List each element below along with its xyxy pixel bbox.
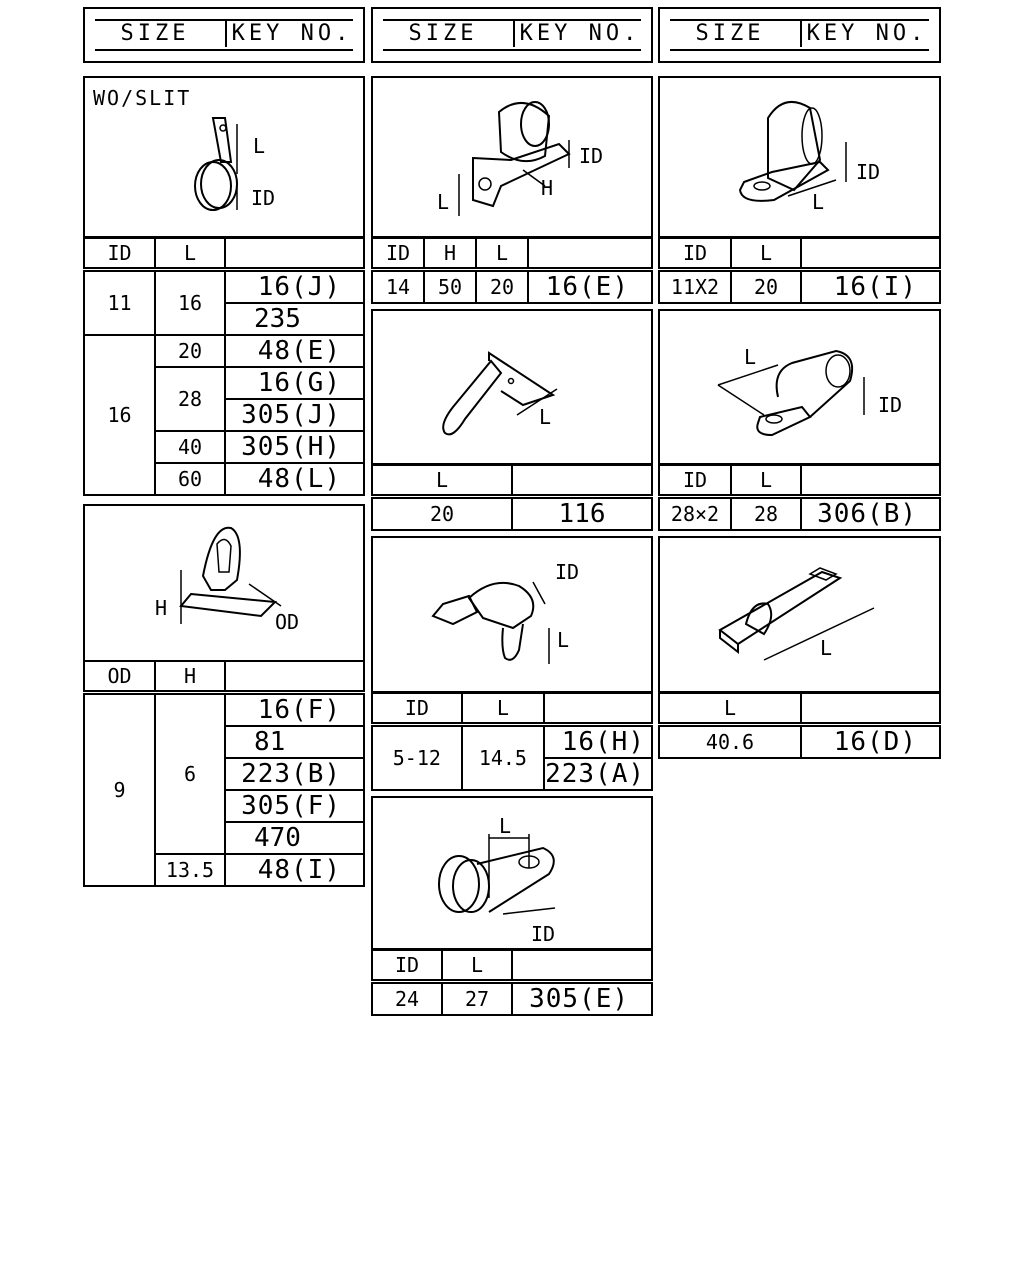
cell-h: 6 <box>155 692 225 854</box>
cell-l: 20 <box>372 496 512 530</box>
dim-l: L <box>820 636 833 660</box>
col-l: L <box>731 238 801 269</box>
clamp-figure-4 <box>371 309 653 465</box>
clamp-table-4 <box>371 464 653 531</box>
cell-key: 223(A) <box>544 758 652 790</box>
cell-key: 16(F) <box>225 692 364 726</box>
loop-clamp-drawing <box>373 798 653 950</box>
cell-id: 16 <box>84 335 155 495</box>
cell-key: 223(B) <box>225 758 364 790</box>
dim-id: ID <box>555 560 580 584</box>
cell-key: 305(J) <box>225 399 364 431</box>
dim-l: L <box>557 628 570 652</box>
clamp-figure-7 <box>658 76 941 238</box>
header-col2 <box>371 7 653 63</box>
dim-l: L <box>253 134 266 158</box>
col-h: H <box>424 238 476 269</box>
col-key <box>801 465 940 496</box>
cell-key: 235 <box>225 303 364 335</box>
cell-l: 27 <box>442 981 512 1015</box>
header-size: SIZE <box>695 21 765 46</box>
cell-id: 24 <box>372 981 442 1015</box>
dim-l: L <box>744 345 757 369</box>
col-key <box>544 693 652 724</box>
clamp-table-2 <box>83 660 365 887</box>
col-id: ID <box>372 693 462 724</box>
col-id: ID <box>659 238 731 269</box>
header-col3 <box>658 7 941 63</box>
cell-h: 50 <box>424 269 476 303</box>
header-size: SIZE <box>408 21 478 46</box>
double-clamp-drawing <box>660 311 941 465</box>
dim-id: ID <box>856 160 881 184</box>
clamp-figure-8 <box>658 309 941 465</box>
cell-l: 20 <box>731 269 801 303</box>
col-h: H <box>155 661 225 692</box>
dim-l: L <box>812 190 825 214</box>
dim-id: ID <box>251 186 276 210</box>
cell-key: 306(B) <box>801 496 940 530</box>
cell-key: 16(H) <box>544 724 652 758</box>
cell-id: 14 <box>372 269 424 303</box>
col-id: ID <box>372 238 424 269</box>
cell-id: 11X2 <box>659 269 731 303</box>
clamp-table-8 <box>658 464 941 531</box>
cell-od: 9 <box>84 692 155 886</box>
dim-id: ID <box>878 393 903 417</box>
cell-key: 305(H) <box>225 431 364 463</box>
pin-clamp-drawing <box>373 538 653 693</box>
col-l: L <box>155 238 225 269</box>
col-id: ID <box>659 465 731 496</box>
dim-l: L <box>499 814 512 838</box>
cell-l: 20 <box>476 269 528 303</box>
col-id: ID <box>84 238 155 269</box>
col-key <box>528 238 652 269</box>
clip-drawing <box>85 506 365 662</box>
cell-key: 16(D) <box>801 724 940 758</box>
clamp-table-7 <box>658 237 941 304</box>
header-key-no: KEY NO. <box>806 21 928 46</box>
cell-key: 16(J) <box>225 269 364 303</box>
cell-key: 305(E) <box>512 981 652 1015</box>
col-l: L <box>659 693 801 724</box>
cell-l: 14.5 <box>462 724 544 790</box>
col-key <box>512 465 652 496</box>
col-key <box>801 238 940 269</box>
col-l: L <box>442 950 512 981</box>
col-key <box>225 661 364 692</box>
col-key <box>801 693 940 724</box>
col-l: L <box>476 238 528 269</box>
cell-key: 81 <box>225 726 364 758</box>
cell-key: 16(E) <box>528 269 652 303</box>
dim-h: H <box>541 176 554 200</box>
header-size: SIZE <box>120 21 190 46</box>
col-key <box>225 238 364 269</box>
cell-l: 28 <box>731 496 801 530</box>
col-od: OD <box>84 661 155 692</box>
cell-l: 28 <box>155 367 225 431</box>
cell-l: 60 <box>155 463 225 495</box>
clamp-table-9 <box>658 692 941 759</box>
cell-key: 470 <box>225 822 364 854</box>
dim-id: ID <box>531 922 556 946</box>
clamp-table-5 <box>371 692 653 791</box>
dim-od: OD <box>275 610 300 634</box>
col-key <box>512 950 652 981</box>
p-clamp-drawing <box>85 78 365 238</box>
clamp-table-3 <box>371 237 653 304</box>
cell-key: 116 <box>512 496 652 530</box>
cell-id: 28×2 <box>659 496 731 530</box>
clamp-figure-6 <box>371 796 653 950</box>
cell-l: 20 <box>155 335 225 367</box>
col-l: L <box>462 693 544 724</box>
dim-l: L <box>437 190 450 214</box>
dim-h: H <box>155 596 168 620</box>
cell-id: 11 <box>84 269 155 335</box>
cell-l: 16 <box>155 269 225 335</box>
cell-key: 16(G) <box>225 367 364 399</box>
clamp-figure-9 <box>658 536 941 693</box>
cell-key: 16(I) <box>801 269 940 303</box>
clamp-figure-1 <box>83 76 365 238</box>
figure-note: WO/SLIT <box>93 86 192 110</box>
clamp-table-6 <box>371 949 653 1016</box>
clamp-figure-5 <box>371 536 653 693</box>
clamp-figure-2 <box>83 504 365 662</box>
saddle-clamp-drawing <box>373 78 653 238</box>
cell-h: 13.5 <box>155 854 225 886</box>
col-l: L <box>731 465 801 496</box>
cell-l: 40 <box>155 431 225 463</box>
cell-key: 48(E) <box>225 335 364 367</box>
header-col1 <box>83 7 365 63</box>
header-key-no: KEY NO. <box>231 21 353 46</box>
strap-clip-drawing <box>373 311 653 465</box>
cell-l: 40.6 <box>659 724 801 758</box>
cell-key: 48(I) <box>225 854 364 886</box>
cell-key: 305(F) <box>225 790 364 822</box>
u-clamp-drawing <box>660 78 941 238</box>
cell-id: 5-12 <box>372 724 462 790</box>
band-clip-drawing <box>660 538 941 693</box>
dim-id: ID <box>579 144 604 168</box>
clamp-figure-3 <box>371 76 653 238</box>
col-id: ID <box>372 950 442 981</box>
col-l: L <box>372 465 512 496</box>
cell-key: 48(L) <box>225 463 364 495</box>
header-key-no: KEY NO. <box>519 21 641 46</box>
dim-l: L <box>539 405 552 429</box>
clamp-table-1 <box>83 237 365 496</box>
